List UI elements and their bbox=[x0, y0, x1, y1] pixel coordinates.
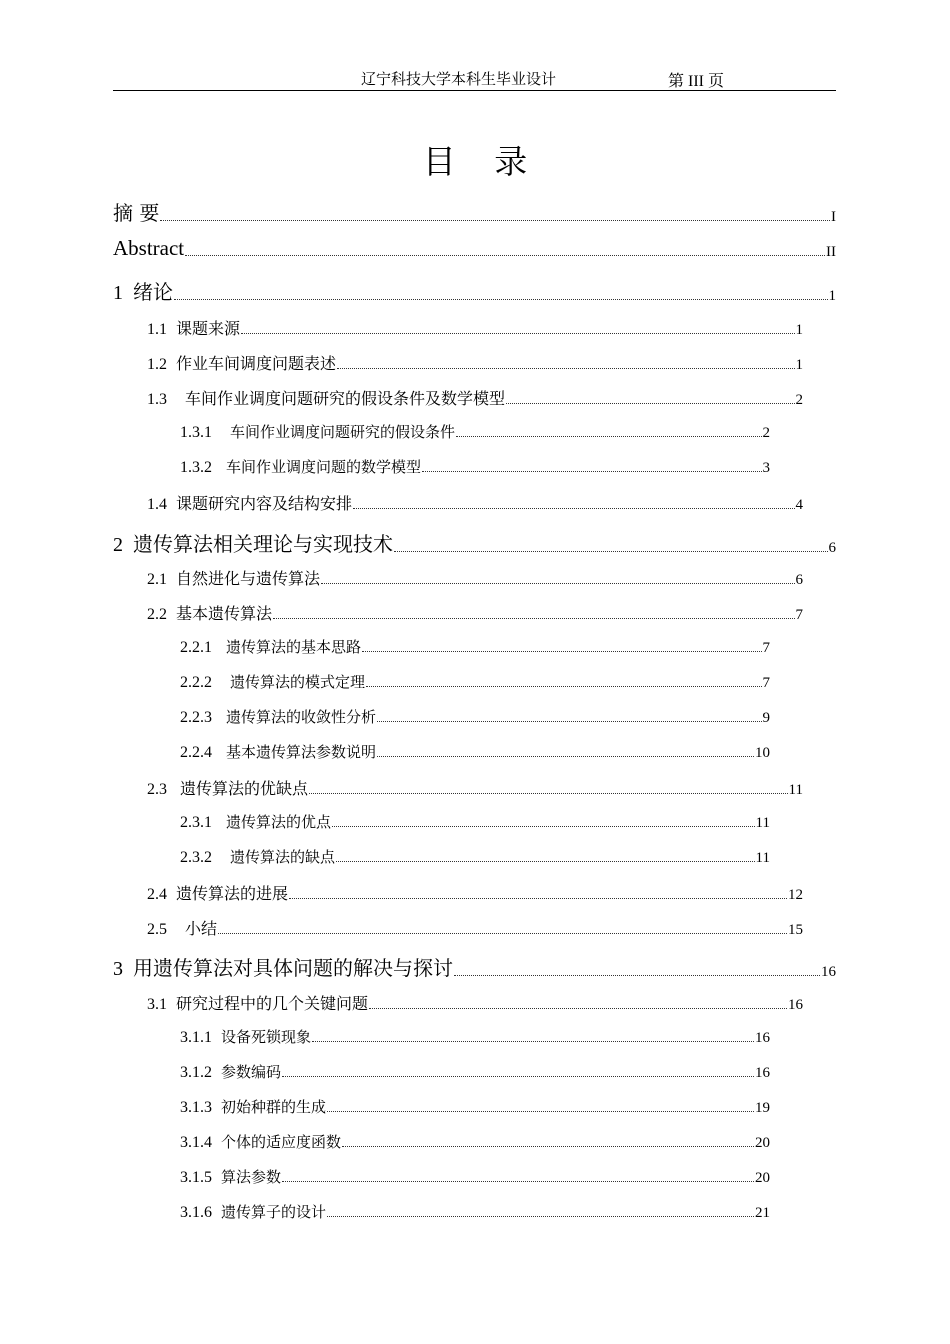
toc-entry-2-1[interactable] bbox=[147, 566, 803, 589]
toc-entry-3-1[interactable] bbox=[147, 991, 803, 1014]
toc-entry-page: 7 bbox=[762, 675, 770, 691]
toc-entry-title: 用遗传算法对具体问题的解决与探讨 bbox=[133, 956, 453, 980]
toc-entry-number: 1.3.1 bbox=[180, 424, 212, 441]
toc-entry-title: 摘 要 bbox=[113, 201, 160, 225]
toc-entry-title: 算法参数 bbox=[221, 1168, 282, 1186]
toc-entry-page: 20 bbox=[755, 1170, 770, 1186]
toc-leader-dots bbox=[369, 1007, 787, 1009]
toc-entry-page: 15 bbox=[788, 922, 803, 938]
toc-entry-title: 基本遗传算法 bbox=[176, 604, 273, 623]
toc-entry-number: 3.1.2 bbox=[180, 1064, 212, 1081]
toc-entry-title: 基本遗传算法参数说明 bbox=[226, 743, 377, 761]
toc-entry-chapter-1[interactable] bbox=[113, 276, 836, 305]
toc-entry-2-2-1[interactable] bbox=[180, 636, 770, 657]
toc-entry-number: 2.3.2 bbox=[180, 849, 212, 866]
toc-entry-2-3-1[interactable] bbox=[180, 811, 770, 832]
toc-entry-page: 16 bbox=[755, 1030, 770, 1046]
toc-entry-number: 1.2 bbox=[147, 356, 167, 373]
toc-entry-number: 2.2.4 bbox=[180, 744, 212, 761]
toc-entry-page: 11 bbox=[755, 850, 770, 866]
toc-entry-number: 1 bbox=[113, 282, 123, 304]
toc-entry-abstract-en[interactable] bbox=[113, 236, 836, 261]
toc-entry-title: 自然进化与遗传算法 bbox=[176, 569, 321, 588]
toc-entry-number: 1.1 bbox=[147, 321, 167, 338]
toc-entry-number: 3.1.5 bbox=[180, 1169, 212, 1186]
toc-entry-title: 遗传算法的模式定理 bbox=[230, 673, 366, 691]
toc-entry-page: 7 bbox=[795, 607, 803, 623]
toc-entry-title: 遗传算法的基本思路 bbox=[226, 638, 362, 656]
toc-entry-title: 遗传算法的优点 bbox=[226, 813, 332, 831]
toc-leader-dots bbox=[282, 1075, 754, 1077]
toc-entry-page: 16 bbox=[788, 997, 803, 1013]
toc-leader-dots bbox=[312, 1040, 754, 1042]
toc-entry-title: 课题来源 bbox=[176, 319, 241, 338]
toc-leader-dots bbox=[366, 685, 761, 687]
toc-leader-dots bbox=[336, 860, 755, 862]
toc-entry-2-2-2[interactable] bbox=[180, 671, 770, 692]
toc-leader-dots bbox=[456, 435, 761, 437]
toc-entry-abstract-cn[interactable] bbox=[113, 197, 836, 226]
toc-leader-dots bbox=[309, 792, 788, 794]
toc-entry-title: 设备死锁现象 bbox=[221, 1028, 312, 1046]
toc-entry-page: 2 bbox=[795, 392, 803, 408]
toc-entry-3-1-6[interactable] bbox=[180, 1201, 770, 1222]
toc-entry-page: 16 bbox=[755, 1065, 770, 1081]
toc-entry-number: 1.4 bbox=[147, 496, 167, 513]
toc-entry-title: 遗传算法的缺点 bbox=[230, 848, 336, 866]
toc-entry-3-1-3[interactable] bbox=[180, 1096, 770, 1117]
toc-entry-title: 车间作业调度问题的数学模型 bbox=[226, 458, 422, 476]
toc-leader-dots bbox=[377, 720, 761, 722]
toc-entry-number: 3 bbox=[113, 958, 123, 980]
toc-entry-number: 3.1.6 bbox=[180, 1204, 212, 1221]
toc-entry-number: 2.3.1 bbox=[180, 814, 212, 831]
toc-entry-title: 遗传算法的优缺点 bbox=[180, 779, 309, 798]
toc-entry-page: 11 bbox=[788, 782, 803, 798]
toc-entry-page: 2 bbox=[762, 425, 770, 441]
toc-entry-page: 7 bbox=[762, 640, 770, 656]
toc-entry-3-1-2[interactable] bbox=[180, 1061, 770, 1082]
toc-entry-page: 19 bbox=[755, 1100, 770, 1116]
toc-leader-dots bbox=[160, 219, 830, 221]
toc-entry-title: 绪论 bbox=[133, 280, 173, 304]
toc-entry-2-2-3[interactable] bbox=[180, 706, 770, 727]
toc-entry-title: 遗传算法的进展 bbox=[176, 884, 289, 903]
toc-entry-3-1-5[interactable] bbox=[180, 1166, 770, 1187]
toc-entry-number: 2.4 bbox=[147, 886, 167, 903]
toc-entry-page: 3 bbox=[762, 460, 770, 476]
toc-entry-title: 遗传算子的设计 bbox=[221, 1203, 327, 1221]
toc-entry-number: 2.5 bbox=[147, 921, 167, 938]
toc-entry-title: 研究过程中的几个关键问题 bbox=[176, 994, 369, 1013]
toc-entry-title: 车间作业调度问题研究的假设条件及数学模型 bbox=[185, 389, 506, 408]
toc-entry-1-3-1[interactable] bbox=[180, 421, 770, 442]
toc-entry-page: I bbox=[831, 209, 836, 225]
toc-entry-title: 作业车间调度问题表述 bbox=[176, 354, 337, 373]
toc-entry-title: 遗传算法相关理论与实现技术 bbox=[133, 532, 393, 556]
toc-leader-dots bbox=[422, 470, 761, 472]
toc-entry-number: 2.2.3 bbox=[180, 709, 212, 726]
toc-entry-number: 2.2.1 bbox=[180, 639, 212, 656]
toc-entry-page: 16 bbox=[821, 964, 836, 980]
toc-leader-dots bbox=[342, 1145, 754, 1147]
toc-leader-dots bbox=[218, 932, 787, 934]
toc-entry-2-2-4[interactable] bbox=[180, 741, 770, 762]
toc-leader-dots bbox=[332, 825, 755, 827]
toc-leader-dots bbox=[327, 1110, 754, 1112]
toc-entry-2-3-2[interactable] bbox=[180, 846, 770, 867]
header-page-number: 第 III 页 bbox=[668, 73, 724, 90]
toc-entry-title: 车间作业调度问题研究的假设条件 bbox=[230, 423, 456, 441]
toc-entry-number: 2.2 bbox=[147, 606, 167, 623]
toc-entry-2-4[interactable] bbox=[147, 881, 803, 904]
toc-entry-2-2[interactable] bbox=[147, 601, 803, 624]
toc-entry-number: 1.3.2 bbox=[180, 459, 212, 476]
toc-entry-title: 个体的适应度函数 bbox=[221, 1133, 342, 1151]
toc-leader-dots bbox=[454, 974, 820, 976]
toc-entry-number: 2 bbox=[113, 534, 123, 556]
toc-entry-title: 初始种群的生成 bbox=[221, 1098, 327, 1116]
toc-entry-number: 1.3 bbox=[147, 391, 167, 408]
toc-entry-page: 1 bbox=[828, 288, 836, 304]
toc-entry-page: 20 bbox=[755, 1135, 770, 1151]
toc-leader-dots bbox=[174, 298, 828, 300]
toc-entry-number: 3.1 bbox=[147, 996, 167, 1013]
toc-entry-number: 2.2.2 bbox=[180, 674, 212, 691]
toc-leader-dots bbox=[327, 1215, 754, 1217]
toc-leader-dots bbox=[394, 550, 828, 552]
toc-leader-dots bbox=[273, 617, 794, 619]
toc-entry-title: 课题研究内容及结构安排 bbox=[176, 494, 353, 513]
toc-entry-title: 参数编码 bbox=[221, 1063, 282, 1081]
toc-entry-page: 4 bbox=[795, 497, 803, 513]
toc-leader-dots bbox=[353, 507, 794, 509]
toc-leader-dots bbox=[289, 897, 787, 899]
toc-entry-3-1-4[interactable] bbox=[180, 1131, 770, 1152]
toc-entry-title: Abstract bbox=[113, 236, 185, 260]
toc-entry-2-3[interactable] bbox=[147, 776, 803, 799]
toc-leader-dots bbox=[282, 1180, 754, 1182]
toc-entry-page: II bbox=[826, 244, 836, 260]
toc-entry-page: 10 bbox=[755, 745, 770, 761]
header-school-title: 辽宁科技大学本科生毕业设计 bbox=[361, 70, 557, 88]
toc-title: 目 录 bbox=[422, 142, 542, 181]
toc-leader-dots bbox=[321, 582, 794, 584]
toc-entry-title: 遗传算法的收敛性分析 bbox=[226, 708, 377, 726]
toc-leader-dots bbox=[241, 332, 794, 334]
toc-entry-title: 小结 bbox=[185, 919, 218, 938]
toc-leader-dots bbox=[185, 254, 825, 256]
toc-entry-1-3[interactable] bbox=[147, 386, 803, 409]
toc-entry-number: 3.1.4 bbox=[180, 1134, 212, 1151]
toc-entry-page: 21 bbox=[755, 1205, 770, 1221]
toc-entry-1-2[interactable] bbox=[147, 351, 803, 374]
toc-entry-1-1[interactable] bbox=[147, 316, 803, 339]
toc-leader-dots bbox=[377, 755, 754, 757]
toc-entry-number: 3.1.3 bbox=[180, 1099, 212, 1116]
toc-entry-1-3-2[interactable] bbox=[180, 456, 770, 477]
toc-entry-page: 11 bbox=[755, 815, 770, 831]
toc-entry-chapter-3[interactable] bbox=[113, 952, 836, 981]
toc-entry-chapter-2[interactable] bbox=[113, 528, 836, 557]
toc-leader-dots bbox=[337, 367, 794, 369]
toc-entry-page: 12 bbox=[788, 887, 803, 903]
toc-entry-number: 2.3 bbox=[147, 781, 167, 798]
toc-entry-number: 3.1.1 bbox=[180, 1029, 212, 1046]
toc-entry-page: 6 bbox=[828, 540, 836, 556]
toc-entry-2-5[interactable] bbox=[147, 916, 803, 939]
toc-entry-page: 1 bbox=[795, 322, 803, 338]
toc-entry-number: 2.1 bbox=[147, 571, 167, 588]
toc-entry-page: 1 bbox=[795, 357, 803, 373]
toc-entry-1-4[interactable] bbox=[147, 491, 803, 514]
toc-entry-page: 9 bbox=[762, 710, 770, 726]
toc-leader-dots bbox=[362, 650, 761, 652]
toc-leader-dots bbox=[506, 402, 794, 404]
toc-entry-page: 6 bbox=[795, 572, 803, 588]
toc-entry-3-1-1[interactable] bbox=[180, 1026, 770, 1047]
